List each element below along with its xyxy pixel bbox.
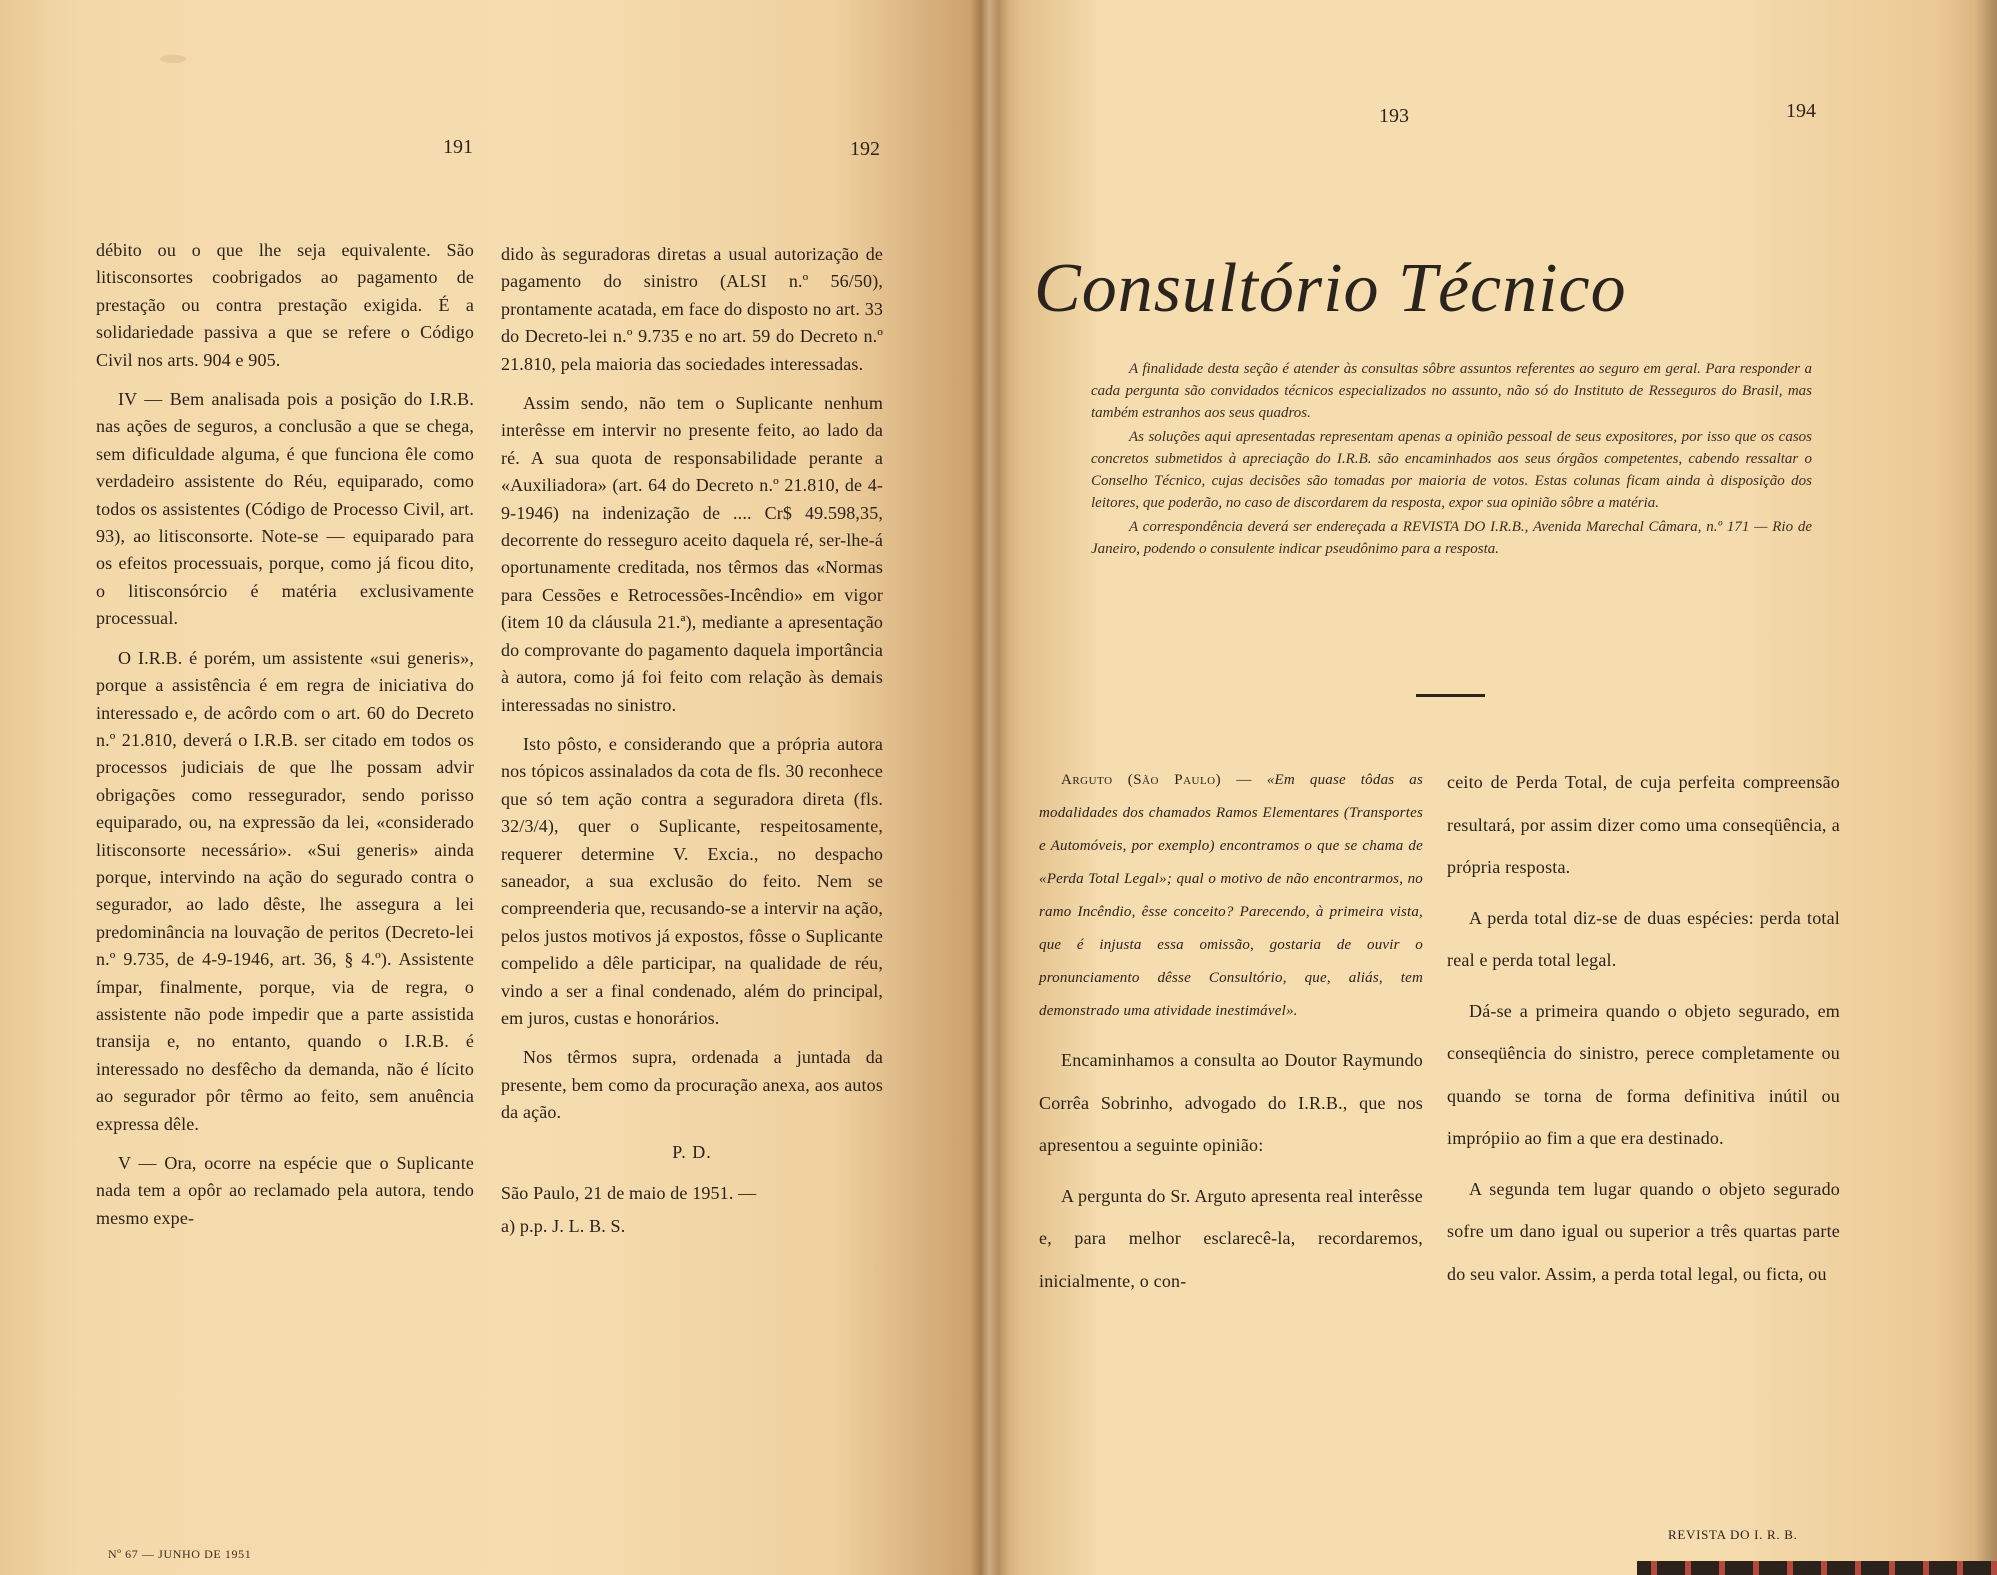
- question-text: «Em quase tôdas as modalidades dos chamados Ramos Elementares (Transportes e Automóveis, por exemplo) encontramos o que se chama de «Perda Total Legal»; qual o motivo de não encontrarmos, no ramo Incêndio, êsse conceito? Parecendo, à primeira vista, que é injusta essa omissão, gostaria de ouvir o pronunciamento dêsse Consultório, que, aliás, tem demonstrado uma atividade inestimável».: [1039, 772, 1423, 1019]
- left-column-b: [501, 241, 883, 1241]
- left-column-b-paragraph: Nos têrmos supra, ordenada a juntada da presente, bem como da procuração anexa, aos autos da ação.: [501, 1047, 883, 1123]
- answer-paragraph: Dá-se a primeira quando o objeto segurado, em conseqüência do sinistro, perece completamente ou quando se torna de forma definitiva inútil ou imprópiio ao fim a que era destinado.: [1447, 1000, 1840, 1148]
- left-footer: Nº 67 — JUNHO DE 1951: [108, 1547, 252, 1561]
- left-column-b-paragraph: Isto pôsto, e considerando que a própria autora nos tópicos assinalados da cota de fls. 30 reconhece que só tem ação contra a seguradora direta (fls. 32/3/4), quer o Suplicante, respeitosamente, requerer determine V. Excia., no despacho saneador, a sua exclusão do feito. Nem se compreenderia que, recusando-se a intervir na ação, pelos justos motivos já expostos, fôsse o Suplicante compelido a dêle participar, na qualidade de réu, vindo a ser a final condenado, além do principal, em juros, custas e honorários.: [501, 733, 883, 1028]
- page-number-191: 191: [443, 136, 473, 158]
- page-number-193: 193: [1379, 105, 1409, 127]
- answer-paragraph: A pergunta do Sr. Arguto apresenta real interêsse e, para melhor esclarecê-la, recordaremos, inicialmente, o con-: [1039, 1185, 1423, 1291]
- question-author: Arguto (São Paulo) —: [1061, 772, 1252, 788]
- right-column-a: [1039, 764, 1423, 1310]
- left-column-b-paragraph: dido às seguradoras diretas a usual autorização de pagamento do sinistro (ALSI n.º 56/50), prontamente acatada, em face do disposto no art. 33 do Decreto-lei n.º 9.735 e no art. 59 do Decreto n.º 21.810, pela maioria das sociedades interessadas.: [501, 244, 883, 374]
- paper-stain: [160, 55, 186, 63]
- binding-strip: [1637, 1561, 1997, 1575]
- book-gutter: [970, 0, 1008, 1575]
- pd-closing: P. D.: [672, 1141, 712, 1162]
- section-divider: [1416, 694, 1485, 697]
- right-column-b: [1447, 761, 1840, 1303]
- intro-paragraph: A correspondência deverá ser endereçada a REVISTA DO I.R.B., Avenida Marechal Câmara, n.º 171 — Rio de Janeiro, podendo o consulente indicar pseudônimo para a resposta.: [1091, 519, 1812, 557]
- right-footer: REVISTA DO I. R. B.: [1668, 1527, 1798, 1542]
- left-column-b-paragraph: Assim sendo, não tem o Suplicante nenhum interêsse em intervir no presente feito, ao lado da ré. A sua quota de responsabilidade perante a «Auxiliadora» (art. 64 do Decreto n.º 21.810, de 4-9-1946) na indenização de .... Cr$ 49.598,35, decorrente do resseguro aceito daquela ré, ser-lhe-á oportunamente creditada, nos têrmos das «Normas para Cessões e Retrocessões-Incêndio» em vigor (item 10 da cláusula 21.ª), mediante a apresentação do comprovante do pagamento daquela importância à autora, como já foi feito com relação às demais interessadas no sinistro.: [501, 393, 883, 715]
- page-edge-shadow: [1975, 0, 1997, 1575]
- intro-paragraph: A finalidade desta seção é atender às consultas sôbre assuntos referentes ao seguro em geral. Para responder a cada pergunta são convidados técnicos especializados no assunto, não só do Instituto de Resseguros do Brasil, mas também estranhos aos seus quadros.: [1091, 361, 1812, 421]
- page-number-194: 194: [1786, 100, 1816, 122]
- page-number-192: 192: [850, 138, 880, 160]
- page-title: Consultório Técnico: [1034, 249, 1627, 327]
- reader-question: [1039, 764, 1423, 1028]
- left-column-a-paragraph: IV — Bem analisada pois a posição do I.R.B. nas ações de seguros, a conclusão a que se chega, sem dificuldade alguma, é que funciona êle como verdadeiro assistente do Réu, equiparado, como todos os assistentes (Código de Processo Civil, art. 93), ao litisconsorte. Note-se — equiparado para os efeitos processuais, porque, como já ficou dito, o litisconsórcio é matéria exclusivamente processual.: [96, 389, 474, 629]
- intro-paragraph: As soluções aqui apresentadas representam apenas a opinião pessoal de seus expositores, por isso que os casos concretos submetidos à apreciação do I.R.B. são encaminhados aos seus órgãos competentes, cabendo ressaltar o Conselho Técnico, cujas decisões são tomadas por maioria de votos. Estas colunas ficam ainda à disposição dos leitores, que poderão, no caso de discordarem da resposta, expor sua opinião sôbre a matéria.: [1091, 429, 1812, 511]
- answer-paragraph: Encaminhamos a consulta ao Doutor Raymundo Corrêa Sobrinho, advogado do I.R.B., que nos apresentou a seguinte opinião:: [1039, 1050, 1423, 1155]
- left-column-a-paragraph: O I.R.B. é porém, um assistente «sui generis», porque a assistência é em regra de iniciativa do interessado e, de acôrdo com o art. 60 do Decreto n.º 21.810, deverá o I.R.B. ser citado em todos os processos judiciais de que lhe possam advir obrigações como ressegurador, sendo porisso equiparado, ou, na expressão da lei, «considerado litisconsorte necessário». «Sui generis» ainda porque, intervindo na ação do segurado contra o segurador, ao lado dêste, lhe assegura a lei predominância na louvação de peritos (Decreto-lei n.º 9.735, de 4-9-1946, art. 36, § 4.º). Assistente ímpar, finalmente, porque, via de regra, o assistente não pode impedir que a parte assistida transija e, no entanto, quando o I.R.B. é interessado no desfêcho da demanda, não é lícito ao segurador pôr têrmo ao feito, sem anuência expressa dêle.: [96, 647, 474, 1134]
- answer-paragraph: A perda total diz-se de duas espécies: perda total real e perda total legal.: [1447, 907, 1840, 970]
- right-page: [980, 0, 1997, 1575]
- signature-line: a) p.p. J. L. B. S.: [501, 1216, 626, 1237]
- left-column-a-paragraph: V — Ora, ocorre na espécie que o Suplicante nada tem a opôr ao reclamado pela autora, tendo mesmo expe-: [96, 1153, 474, 1228]
- answer-paragraph: ceito de Perda Total, de cuja perfeita compreensão resultará, por assim dizer como uma conseqüência, a própria resposta.: [1447, 772, 1840, 877]
- intro-notice: [1091, 358, 1812, 562]
- date-line: São Paulo, 21 de maio de 1951. —: [501, 1183, 757, 1203]
- answer-paragraph: A segunda tem lugar quando o objeto segurado sofre um dano igual ou superior a três quartas parte do seu valor. Assim, a perda total legal, ou ficta, ou: [1447, 1178, 1840, 1284]
- left-column-a-paragraph: débito ou o que lhe seja equivalente. São litisconsortes coobrigados ao pagamento de prestação ou contra prestação exigida. É a solidariedade passiva a que se refere o Código Civil nos arts. 904 e 905.: [96, 240, 474, 370]
- left-column-a: [96, 237, 474, 1244]
- left-page: [0, 0, 980, 1575]
